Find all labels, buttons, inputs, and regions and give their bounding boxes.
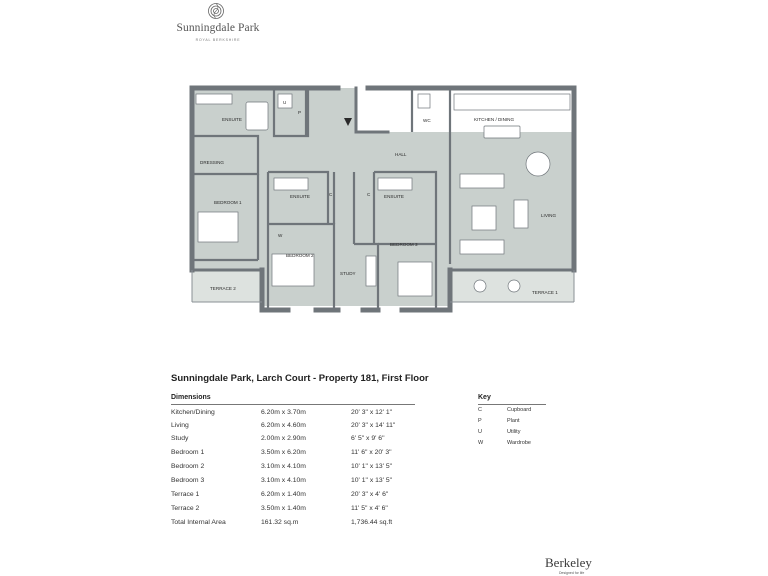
label-terrace-1: TERRACE 1	[532, 290, 558, 295]
dimension-room: Terrace 2	[171, 505, 200, 512]
dimension-imperial: 10' 1" x 13' 5"	[351, 463, 393, 470]
label-dressing: DRESSING	[200, 160, 224, 165]
brand-name: Sunningdale Park	[176, 22, 260, 34]
label-plant: P	[298, 110, 302, 115]
dimension-imperial: 11' 5" x 4' 6"	[351, 505, 388, 512]
dimension-imperial: 10' 1" x 13' 5"	[351, 477, 393, 484]
rose-logo-icon	[207, 2, 225, 20]
label-wc: WC	[423, 118, 431, 123]
key-label: Wardrobe	[507, 440, 531, 446]
key-label: Cupboard	[507, 407, 532, 413]
dimension-metric: 6.20m x 1.40m	[261, 491, 306, 498]
key-code: W	[478, 440, 484, 446]
dimension-metric: 6.20m x 3.70m	[261, 409, 306, 416]
label-terrace-2: TERRACE 2	[210, 286, 236, 291]
label-bedroom-2: BEDROOM 2	[286, 253, 314, 258]
dimension-room: Total Internal Area	[171, 519, 226, 526]
key-label: Utility	[507, 429, 521, 435]
dimension-room: Bedroom 1	[171, 449, 205, 456]
dimension-imperial: 11' 6" x 20' 3"	[351, 449, 392, 456]
label-kitchen-dining: KITCHEN / DINING	[474, 117, 515, 122]
label-study: STUDY	[340, 271, 356, 276]
key-code: P	[478, 418, 482, 424]
dimension-imperial: 1,736.44 sq.ft	[351, 519, 393, 526]
brand-subtitle: ROYAL BERKSHIRE	[195, 38, 241, 42]
label-ensuite-3: ENSUITE	[384, 194, 404, 199]
dimension-room: Terrace 1	[171, 491, 200, 498]
dimension-imperial: 20' 3" x 12' 1"	[351, 409, 393, 416]
label-wardrobe: W	[278, 233, 283, 238]
key-code: C	[478, 407, 482, 413]
label-ensuite-1: ENSUITE	[222, 117, 242, 122]
dimension-metric: 2.00m x 2.90m	[261, 435, 306, 442]
dimension-room: Living	[171, 422, 189, 429]
dimension-room: Kitchen/Dining	[171, 409, 215, 416]
dimension-metric: 6.20m x 4.60m	[261, 422, 306, 429]
dimensions-heading: Dimensions	[171, 394, 211, 401]
dimensions-divider	[171, 404, 415, 405]
property-title: Sunningdale Park, Larch Court - Property 181, First Floor	[171, 373, 429, 384]
berkeley-tagline: Designed for life	[559, 571, 585, 575]
label-cupboard-1: C	[329, 192, 333, 197]
label-ensuite-2: ENSUITE	[290, 194, 310, 199]
dimension-metric: 3.10m x 4.10m	[261, 463, 306, 470]
dimension-metric: 3.50m x 1.40m	[261, 505, 306, 512]
berkeley-logo: Berkeley	[545, 555, 592, 570]
label-hall: HALL	[395, 152, 407, 157]
dimension-metric: 3.10m x 4.10m	[261, 477, 306, 484]
label-living: LIVING	[541, 213, 557, 218]
label-bedroom-3: BEDROOM 3	[390, 242, 418, 247]
label-cupboard-2: C	[367, 192, 371, 197]
dimension-room: Bedroom 3	[171, 477, 205, 484]
dimension-metric: 3.50m x 6.20m	[261, 449, 306, 456]
key-divider	[478, 404, 546, 405]
floor-plan	[188, 84, 580, 316]
dimension-imperial: 20' 3" x 14' 11"	[351, 422, 396, 429]
dimension-metric: 161.32 sq.m	[261, 519, 299, 526]
dimension-imperial: 6' 5" x 9' 6"	[351, 435, 385, 442]
label-bedroom-1: BEDROOM 1	[214, 200, 242, 205]
label-utility: U	[283, 100, 287, 105]
key-code: U	[478, 429, 482, 435]
dimension-imperial: 20' 3" x 4' 6"	[351, 491, 389, 498]
dimension-room: Bedroom 2	[171, 463, 205, 470]
key-heading: Key	[478, 394, 491, 401]
dimension-room: Study	[171, 435, 189, 442]
key-label: Plant	[507, 418, 520, 424]
